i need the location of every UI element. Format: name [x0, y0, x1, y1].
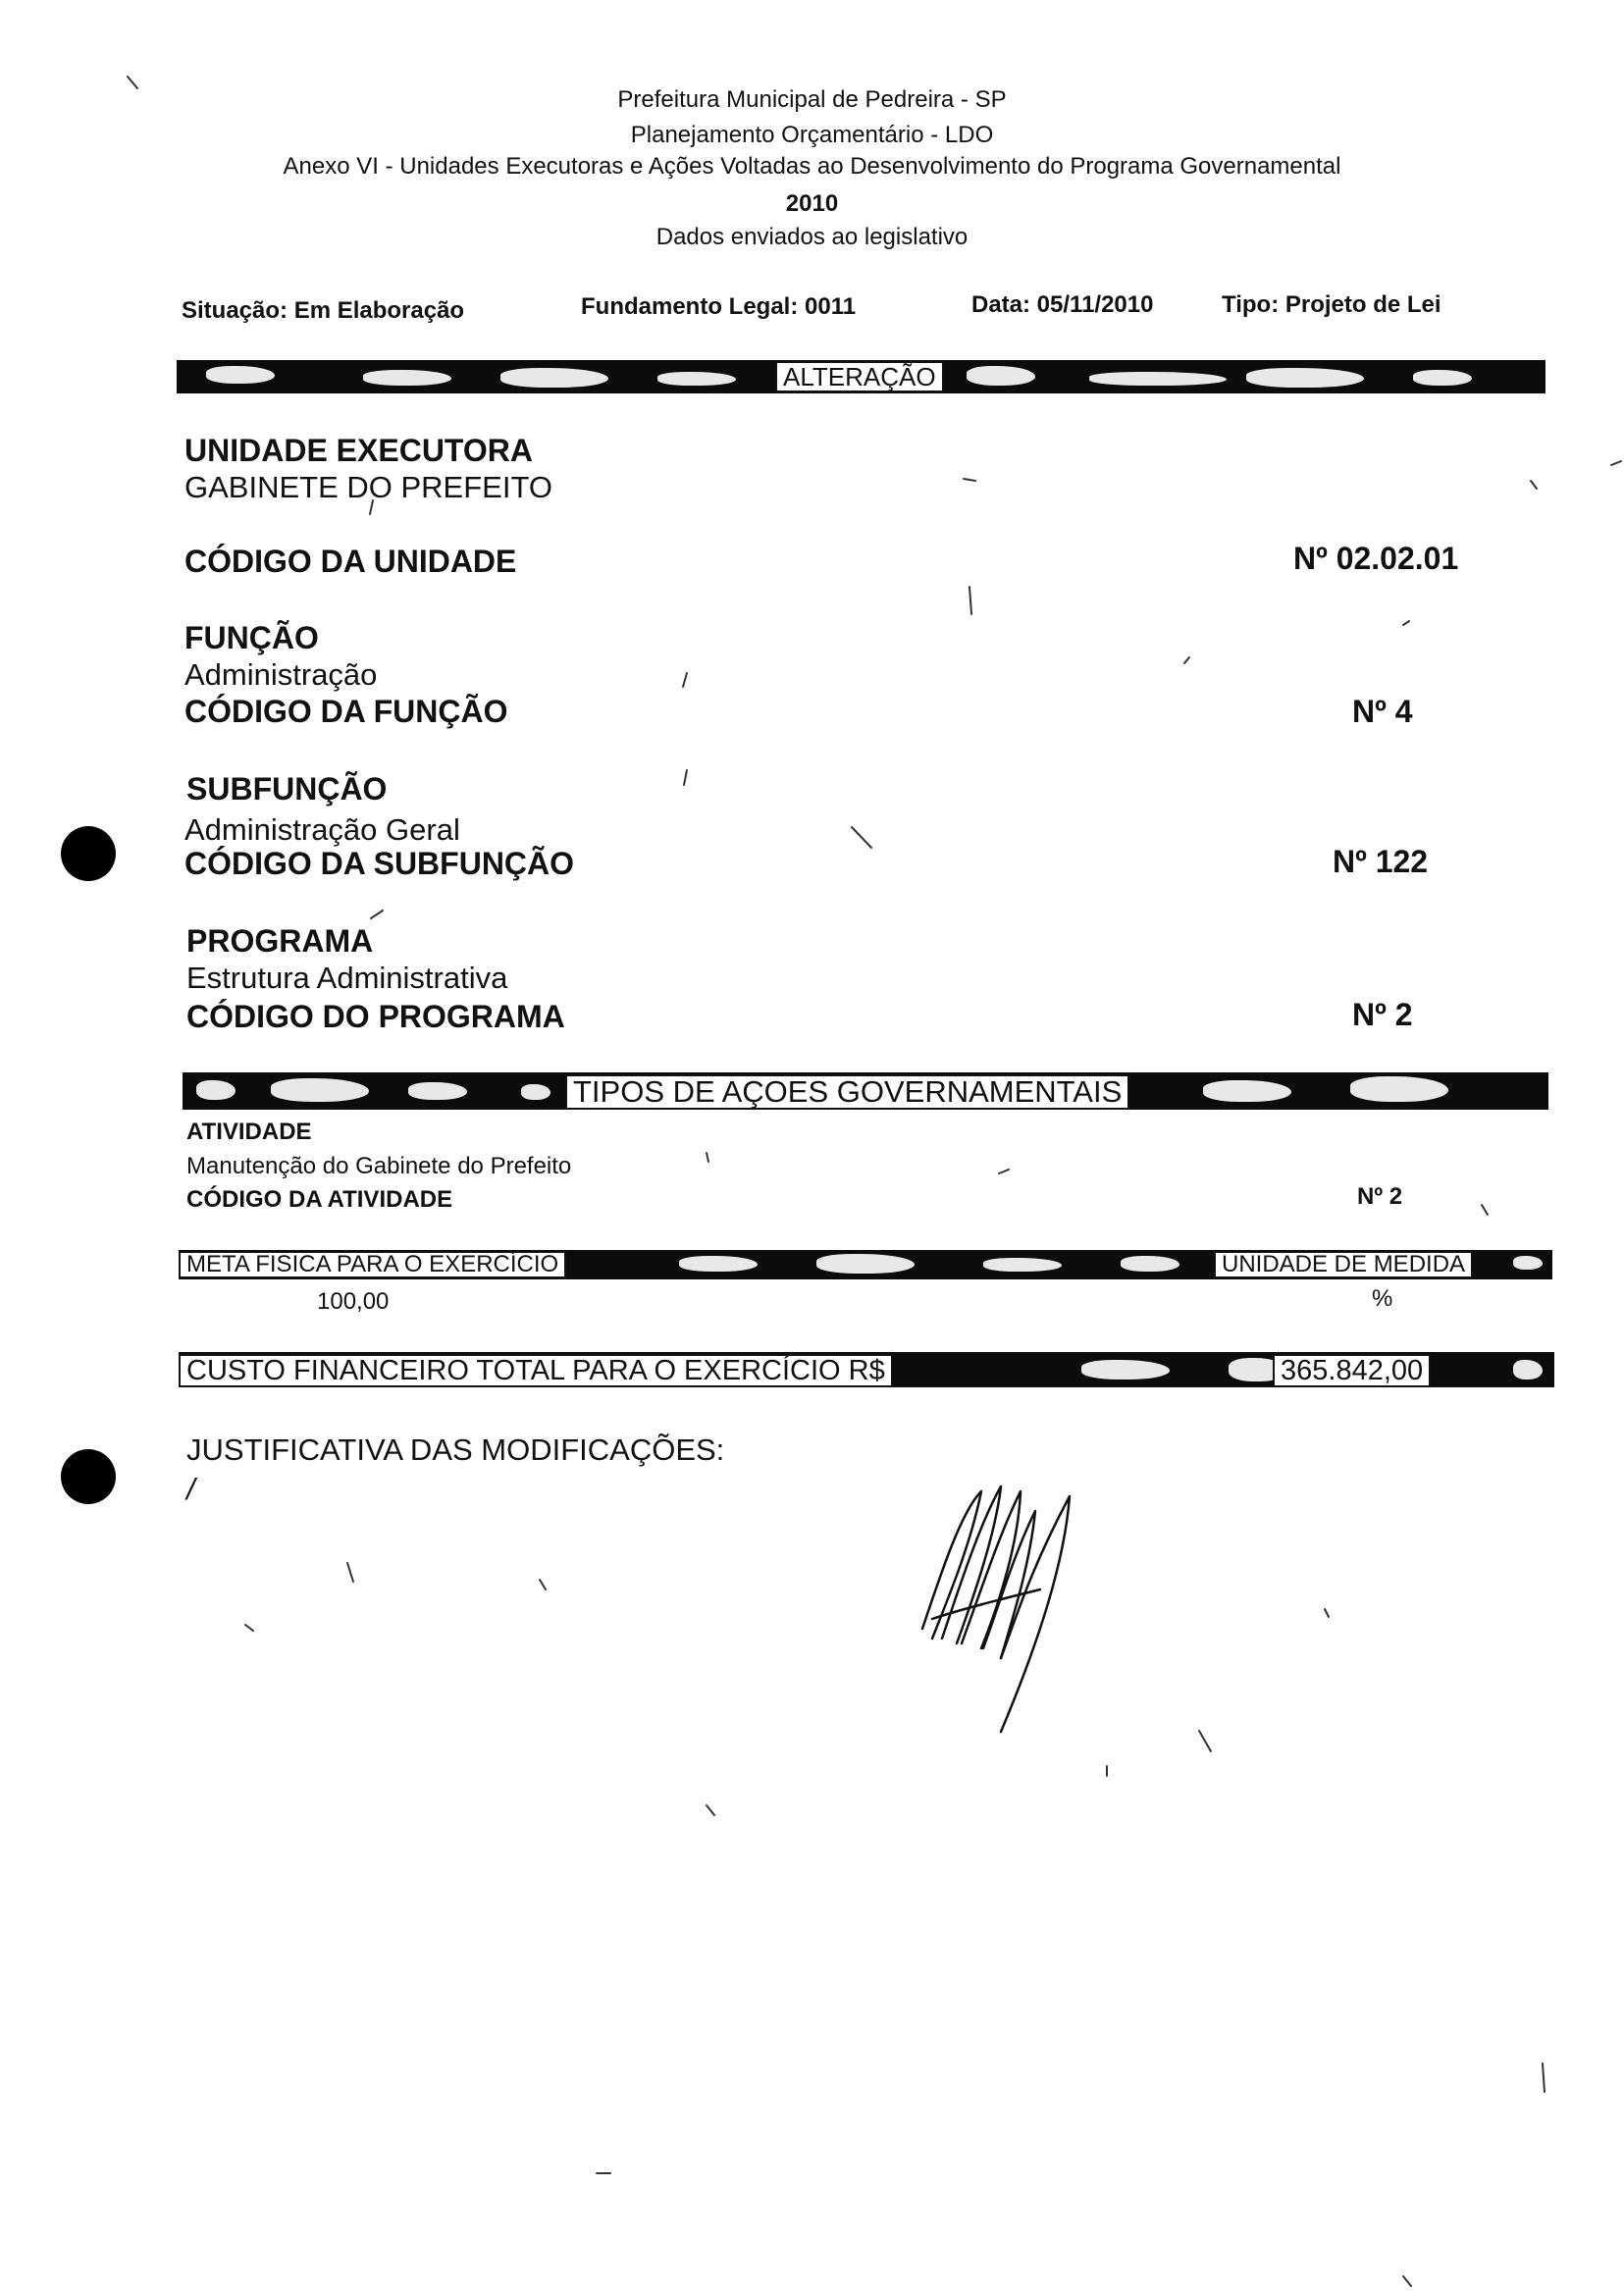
atividade-heading: ATIVIDADE [186, 1119, 312, 1145]
subfuncao-heading: SUBFUNÇÃO [186, 771, 388, 807]
situacao-label: Situação: Em Elaboração [182, 297, 465, 324]
codigo-atividade-label: CÓDIGO DA ATIVIDADE [186, 1186, 453, 1213]
header-line-prefeitura: Prefeitura Municipal de Pedreira - SP [617, 86, 1007, 113]
justificativa-texto: / [186, 1472, 195, 1506]
tipo-label: Tipo: Projeto de Lei [1222, 291, 1441, 318]
subfuncao-nome: Administração Geral [184, 812, 460, 847]
codigo-subfuncao-value: Nº 122 [1333, 844, 1429, 879]
meta-fisica-label: META FISICA PARA O EXERCÍCIO [179, 1251, 566, 1278]
data-label: Data: 05/11/2010 [971, 291, 1154, 318]
unidade-executora-heading: UNIDADE EXECUTORA [184, 433, 533, 468]
codigo-unidade-value: Nº 02.02.01 [1293, 541, 1459, 576]
custo-financeiro-label: CUSTO FINANCEIRO TOTAL PARA O EXERCÍCIO R$ [179, 1354, 893, 1387]
funcao-nome: Administração [184, 657, 378, 692]
header-line-anexo: Anexo VI - Unidades Executoras e Ações Voltadas ao Desenvolvimento do Programa Governamental [283, 153, 1341, 180]
header-year: 2010 [785, 190, 839, 217]
codigo-funcao-label: CÓDIGO DA FUNÇÃO [184, 694, 508, 729]
codigo-funcao-value: Nº 4 [1352, 694, 1413, 729]
codigo-programa-value: Nº 2 [1352, 997, 1413, 1032]
codigo-subfuncao-label: CÓDIGO DA SUBFUNÇÃO [184, 846, 575, 881]
unidade-medida-value: % [1372, 1285, 1393, 1312]
atividade-nome: Manutenção do Gabinete do Prefeito [186, 1153, 572, 1179]
programa-nome: Estrutura Administrativa [186, 961, 508, 995]
tipos-acoes-label: TIPOS DE AÇOES GOVERNAMENTAIS [565, 1074, 1129, 1110]
header-line-planejamento: Planejamento Orçamentário - LDO [630, 122, 994, 148]
custo-financeiro-value: 365.842,00 [1273, 1354, 1431, 1387]
codigo-atividade-value: Nº 2 [1357, 1183, 1403, 1210]
justificativa-label: JUSTIFICATIVA DAS MODIFICAÇÕES: [186, 1432, 725, 1467]
fundamento-legal-label: Fundamento Legal: 0011 [581, 293, 857, 320]
codigo-unidade-label: CÓDIGO DA UNIDADE [184, 544, 517, 579]
header-line-dados: Dados enviados ao legislativo [655, 224, 969, 250]
meta-fisica-value: 100,00 [317, 1288, 390, 1315]
codigo-programa-label: CÓDIGO DO PROGRAMA [186, 999, 565, 1034]
unidade-executora-nome: GABINETE DO PREFEITO [184, 470, 552, 504]
unidade-medida-label: UNIDADE DE MEDIDA [1214, 1251, 1473, 1278]
programa-heading: PROGRAMA [186, 923, 374, 959]
funcao-heading: FUNÇÃO [184, 620, 319, 655]
alteracao-label: ALTERAÇÃO [775, 361, 944, 392]
